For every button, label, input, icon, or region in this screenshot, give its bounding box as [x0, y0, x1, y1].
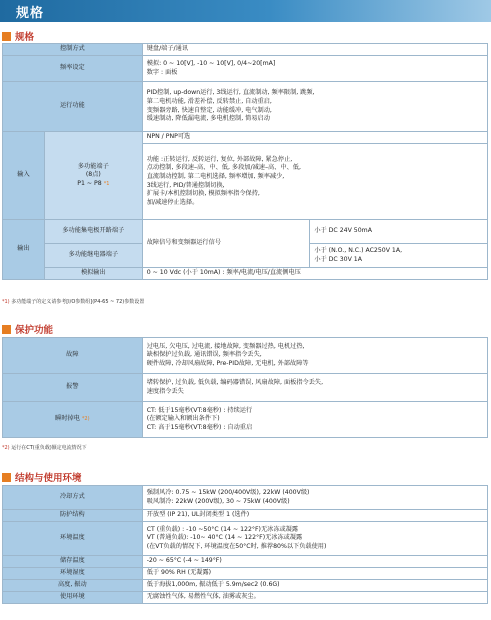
environment-value: 无腐蚀性气体, 易燃性气体, 油雾或灰尘。 — [142, 592, 487, 604]
environment-label: 使用环境 — [3, 592, 143, 604]
momentary-power-loss-value: CT: 低于15毫秒(VT:8毫秒) : 持续运行 (在额定输入和额出条件下) CT: 高于15毫秒(VT:8毫秒) : 自动重启 — [142, 402, 487, 438]
spec-section-header — [2, 29, 34, 43]
fault-value: 过电压, 欠电压, 过电流, 接地故障, 变频器过热, 电机过热, 缺相保护过负载, 通讯错误, 频率指令丢失, 硬件故障, 冷却风扇故障, Pre-PID故障, 无电机, 外部故障等 — [142, 338, 487, 374]
section-square-icon — [2, 325, 11, 334]
protection-structure-label: 防护结构 — [3, 510, 143, 522]
ambient-temp-label: 环境温度 — [3, 522, 143, 556]
freq-setting-value: 模拟: 0 ~ 10[V], -10 ~ 10[V], 0/4~20[mA] 数字 : 面板 — [142, 56, 487, 82]
page-title: 规格 — [16, 6, 45, 21]
ambient-temp-value: CT (重负载) : -10 ~50°C (14 ~ 122°F)无冰冻或凝露 VT (普通负载): -10~ 40°C (14 ~ 122°F)无冰冻或凝露 (在VT负载的情况下, 环境温度在50°C时, 推荐80%以下负载使用) — [142, 522, 487, 556]
momentary-power-loss-label: 瞬时掉电 $^{*2)}$ — [3, 402, 143, 438]
protection-footnote: *2) 运行在CT(重负载)额定电流情况下 — [2, 445, 87, 451]
protection-table — [2, 337, 488, 438]
cooling-value: 强制风冷: 0.75 ~ 15kW (200/400V级), 22kW (400V级) 吸风制冷: 22kW (200V级), 30 ~ 75kW (400V级) — [142, 486, 487, 510]
structure-section-header — [2, 470, 82, 484]
storage-temp-value: -20 ~ 65°C (-4 ~ 149°F) — [142, 556, 487, 568]
fault-signal-value: 故障信号和变频器运行信号 — [142, 220, 310, 268]
section-square-icon — [2, 32, 11, 41]
input-label: 输入 — [3, 132, 45, 220]
protection-section-title: 保护功能 — [15, 325, 54, 336]
open-collector-label: 多功能集电极开路端子 — [44, 220, 142, 244]
protection-section-header — [2, 322, 53, 336]
structure-section-title: 结构与使用环境 — [15, 473, 82, 484]
protection-structure-value: 开放型 (IP 21), UL封闭类型 1 (选件) — [142, 510, 487, 522]
humidity-label: 环境湿度 — [3, 568, 143, 580]
altitude-label: 高度, 振动 — [3, 580, 143, 592]
open-collector-spec: 小于 DC 24V 50mA — [310, 220, 488, 244]
control-mode-value: 键盘/端子/通讯 — [142, 44, 487, 56]
analog-output-label: 模拟输出 — [44, 268, 142, 280]
cooling-label: 冷却方式 — [3, 486, 143, 510]
alarm-value: 堵转保护, 过负载, 低负载, 编码器错误, 风扇故障, 面板指令丢失, 速度指令丢失 — [142, 374, 487, 402]
freq-setting-label: 频率设定 — [3, 56, 143, 82]
storage-temp-label: 储存温度 — [3, 556, 143, 568]
npn-pnp-value: NPN / PNP可选 — [142, 132, 487, 144]
control-mode-label: 控制方式 — [3, 44, 143, 56]
fault-label: 故障 — [3, 338, 143, 374]
run-function-value: PID控制, up-down运行, 3线运行, 直流制动, 频率限制, 跳频, 第二电机功能, 滑差补偿, 反转禁止, 自动重启, 变频器旁路, 快速自整定, 动能缓冲, 电气制动, 缓速制动, 降低漏电流, 多电机控制, 简易启动 — [142, 82, 487, 132]
run-function-label: 运行功能 — [3, 82, 143, 132]
relay-spec: 小于 (N.O., N.C.) AC250V 1A, 小于 DC 30V 1A — [310, 244, 488, 268]
analog-output-value: 0 ~ 10 Vdc (小于 10mA) : 频率/电流/电压/直流侧电压 — [142, 268, 487, 280]
spec-footnote: *1) 多功能端子的定义请参考[I/O参数组](P4-65 ~ 72)参数设置 — [2, 299, 145, 305]
title-bar — [0, 0, 491, 22]
section-square-icon — [2, 473, 11, 482]
spec-section-title: 规格 — [15, 32, 35, 43]
terminal-functions-value: 功能 :正转运行, 反转运行, 复位, 外部故障, 紧急停止, 点动控制, 多段速–高、中、低, 多段加/减速–高、中、低, 直流制动控制, 第二电机选择, 频率增加, 频率减少, 3线运行, PID/普通控制切换, 扩展卡/本机控制切换, 模拟频率指令保持, 加/减速停止选择。 — [142, 144, 487, 220]
alarm-label: 报警 — [3, 374, 143, 402]
structure-table — [2, 485, 488, 604]
spec-table — [2, 43, 488, 280]
multi-terminal-label: 多功能端子 (8点) P1 ~ P8 $^{*1}$ — [44, 132, 142, 220]
altitude-value: 低于海拔1,000m, 振动低于 5.9m/sec2 (0.6G) — [142, 580, 487, 592]
output-label: 输出 — [3, 220, 45, 280]
relay-label: 多功能继电器端子 — [44, 244, 142, 268]
humidity-value: 低于 90% RH (无凝露) — [142, 568, 487, 580]
